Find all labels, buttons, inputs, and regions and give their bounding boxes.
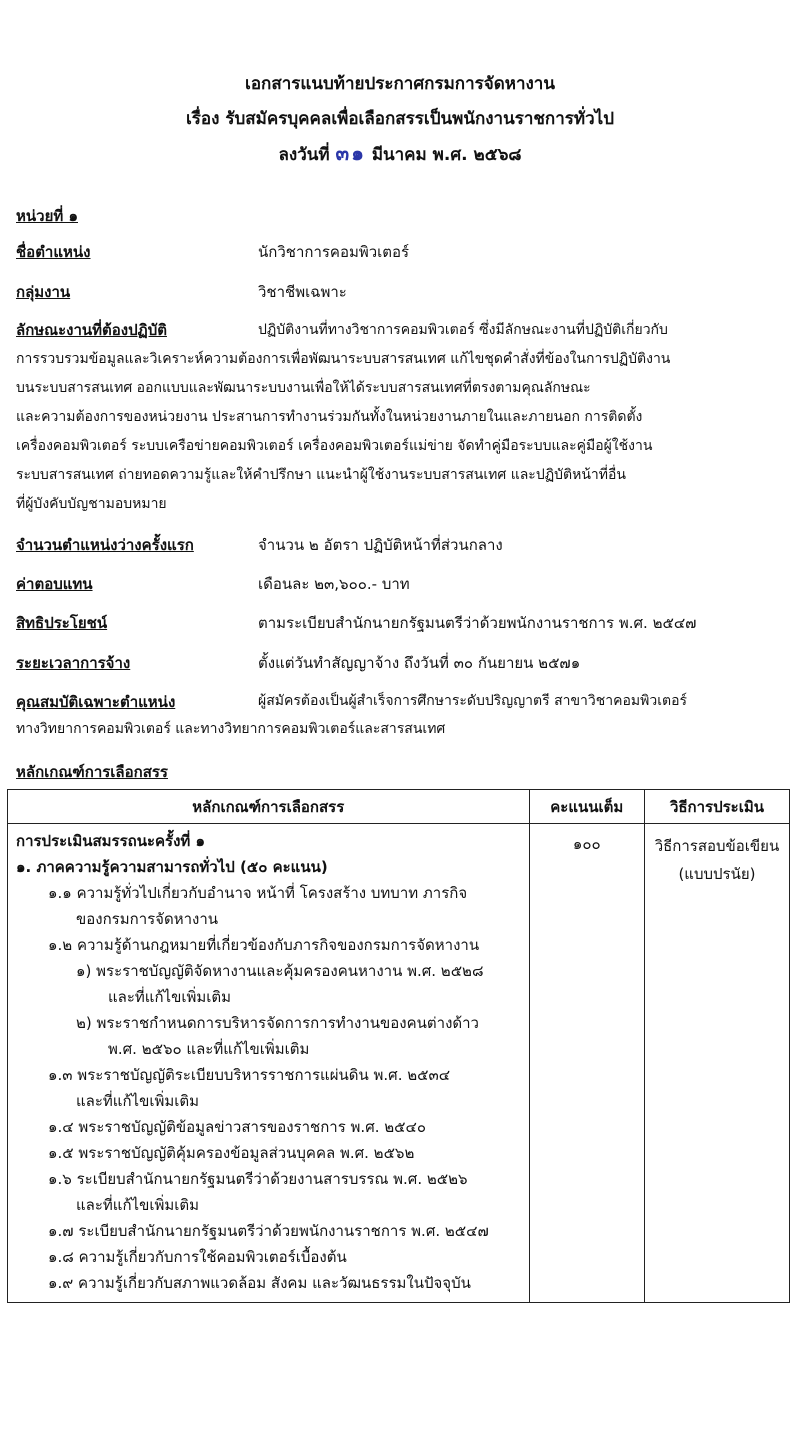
- group-value: วิชาชีพเฉพาะ: [258, 283, 347, 301]
- criteria-table: [7, 789, 790, 1303]
- doc-date-line: [0, 137, 800, 169]
- full-score-value: ๑๐๐: [572, 835, 601, 853]
- full-score-cell: [529, 824, 644, 1303]
- criteria-item: ๑.๔ พระราชบัญญัติข้อมูลข่าวสารของราชการ พ.ศ. ๒๕๔๐: [48, 1118, 427, 1136]
- duty-line: ที่ผู้บังคับบัญชามอบหมาย: [16, 496, 167, 512]
- header-criteria: หลักเกณฑ์การเลือกสรร: [8, 790, 530, 824]
- qualification-first-line: ผู้สมัครต้องเป็นผู้สำเร็จการศึกษาระดับปริญญาตรี สาขาวิชาคอมพิวเตอร์: [258, 693, 688, 709]
- position-label: ชื่อตำแหน่ง: [16, 243, 91, 261]
- benefit-label: สิทธิประโยชน์: [16, 614, 108, 632]
- method-cell: [644, 824, 789, 1303]
- method-line1: วิธีการสอบข้อเขียน: [654, 837, 780, 855]
- criteria-cell: [8, 824, 530, 1303]
- criteria-item: ๑.๖ ระเบียบสำนักนายกรัฐมนตรีว่าด้วยงานสารบรรณ พ.ศ. ๒๕๒๖: [48, 1170, 468, 1188]
- criteria-item: ๑.๗ ระเบียบสำนักนายกรัฐมนตรีว่าด้วยพนักงานราชการ พ.ศ. ๒๕๔๗: [48, 1222, 489, 1240]
- pay-label: ค่าตอบแทน: [16, 575, 93, 593]
- criteria-item: และที่แก้ไขเพิ่มเติม: [108, 988, 232, 1006]
- term-label: ระยะเวลาการจ้าง: [16, 654, 131, 672]
- criteria-item: ๑.๑ ความรู้ทั่วไปเกี่ยวกับอำนาจ หน้าที่ โครงสร้าง บทบาท ภารกิจ: [48, 884, 468, 902]
- criteria-item: ๑.๒ ความรู้ด้านกฎหมายที่เกี่ยวข้องกับภารกิจของกรมการจัดหางาน: [48, 936, 480, 954]
- criteria-item: การประเมินสมรรถนะครั้งที่ ๑: [16, 832, 206, 850]
- header-full-score: คะแนนเต็ม: [529, 790, 644, 824]
- qualification-second-line: ทางวิทยาการคอมพิวเตอร์ และทางวิทยาการคอมพิวเตอร์และสารสนเทศ: [16, 721, 446, 737]
- date-suffix: มีนาคม พ.ศ. ๒๕๖๘: [371, 145, 522, 165]
- table-header-row: [8, 790, 790, 824]
- duty-line: การรวบรวมข้อมูลและวิเคราะห์ความต้องการเพื่อพัฒนาระบบสารสนเทศ แก้ไขชุดคำสั่งที่ข้องในการปฏิบัติงาน: [16, 351, 671, 367]
- term-value: ตั้งแต่วันทำสัญญาจ้าง ถึงวันที่ ๓๐ กันยายน ๒๕๗๑: [258, 654, 581, 672]
- date-prefix: ลงวันที่: [278, 145, 330, 165]
- criteria-item: ๑.๙ ความรู้เกี่ยวกับสภาพแวดล้อม สังคม และวัฒนธรรมในปัจจุบัน: [48, 1274, 471, 1292]
- group-label: กลุ่มงาน: [16, 283, 71, 301]
- table-row: [8, 824, 790, 1303]
- criteria-item: ๑. ภาคความรู้ความสามารถทั่วไป (๕๐ คะแนน): [16, 858, 328, 876]
- criteria-item: ๑.๓ พระราชบัญญัติระเบียบบริหารราชการแผ่นดิน พ.ศ. ๒๕๓๔: [48, 1066, 451, 1084]
- criteria-item: ๑.๕ พระราชบัญญัติคุ้มครองข้อมูลส่วนบุคคล พ.ศ. ๒๕๖๒: [48, 1144, 415, 1162]
- duty-label: ลักษณะงานที่ต้องปฏิบัติ: [16, 321, 167, 339]
- criteria-item: ๑) พระราชบัญญัติจัดหางานและคุ้มครองคนหางาน พ.ศ. ๒๕๒๘: [76, 962, 484, 980]
- criteria-item: และที่แก้ไขเพิ่มเติม: [76, 1092, 200, 1110]
- criteria-item: ของกรมการจัดหางาน: [76, 910, 219, 928]
- qualification-label: คุณสมบัติเฉพาะตำแหน่ง: [16, 693, 176, 711]
- header-method: วิธีการประเมิน: [644, 790, 789, 824]
- date-day-handwritten: ๓๑: [335, 141, 366, 165]
- duty-first-line: ปฏิบัติงานที่ทางวิชาการคอมพิวเตอร์ ซึ่งมีลักษณะงานที่ปฏิบัติเกี่ยวกับ: [258, 322, 668, 338]
- benefit-value: ตามระเบียบสำนักนายกรัฐมนตรีว่าด้วยพนักงานราชการ พ.ศ. ๒๕๔๗: [258, 614, 697, 632]
- unit-number: หน่วยที่ ๑: [16, 207, 78, 225]
- vacancy-label: จำนวนตำแหน่งว่างครั้งแรก: [16, 536, 194, 554]
- vacancy-value: จำนวน ๒ อัตรา ปฏิบัติหน้าที่ส่วนกลาง: [258, 536, 503, 554]
- criteria-item: ๒) พระราชกำหนดการบริหารจัดการการทำงานของคนต่างด้าว: [76, 1014, 479, 1032]
- duty-line: บนระบบสารสนเทศ ออกแบบและพัฒนาระบบงานเพื่อให้ได้ระบบสารสนเทศที่ตรงตามคุณลักษณะ: [16, 380, 591, 396]
- criteria-item: ๑.๘ ความรู้เกี่ยวกับการใช้คอมพิวเตอร์เบื้องต้น: [48, 1248, 347, 1266]
- criteria-item: พ.ศ. ๒๕๖๐ และที่แก้ไขเพิ่มเติม: [108, 1040, 310, 1058]
- pay-value: เดือนละ ๒๓,๖๐๐.- บาท: [258, 575, 410, 593]
- duty-paragraph: [16, 316, 796, 519]
- criteria-item: และที่แก้ไขเพิ่มเติม: [76, 1196, 200, 1214]
- duty-line: ระบบสารสนเทศ ถ่ายทอดความรู้และให้คำปรึกษา แนะนำผู้ใช้งานระบบสารสนเทศ และปฏิบัติหน้าที่อื่น: [16, 467, 626, 483]
- duty-line: และความต้องการของหน่วยงาน ประสานการทำงานร่วมกันทั้งในหน่วยงานภายในและภายนอก การติดตั้ง: [16, 409, 643, 425]
- position-value: นักวิชาการคอมพิวเตอร์: [258, 243, 410, 261]
- criteria-heading: หลักเกณฑ์การเลือกสรร: [16, 763, 168, 781]
- doc-title-line1: เอกสารแนบท้ายประกาศกรมการจัดหางาน: [245, 74, 555, 94]
- doc-title-line2: เรื่อง รับสมัครบุคคลเพื่อเลือกสรรเป็นพนักงานราชการทั่วไป: [185, 109, 614, 129]
- method-line2: (แบบปรนัย): [678, 865, 756, 883]
- duty-line: เครื่องคอมพิวเตอร์ ระบบเครือข่ายคอมพิวเตอร์ เครื่องคอมพิวเตอร์แม่ข่าย จัดทำคู่มือระบบและคู่มือผู้ใช้งาน: [16, 438, 653, 454]
